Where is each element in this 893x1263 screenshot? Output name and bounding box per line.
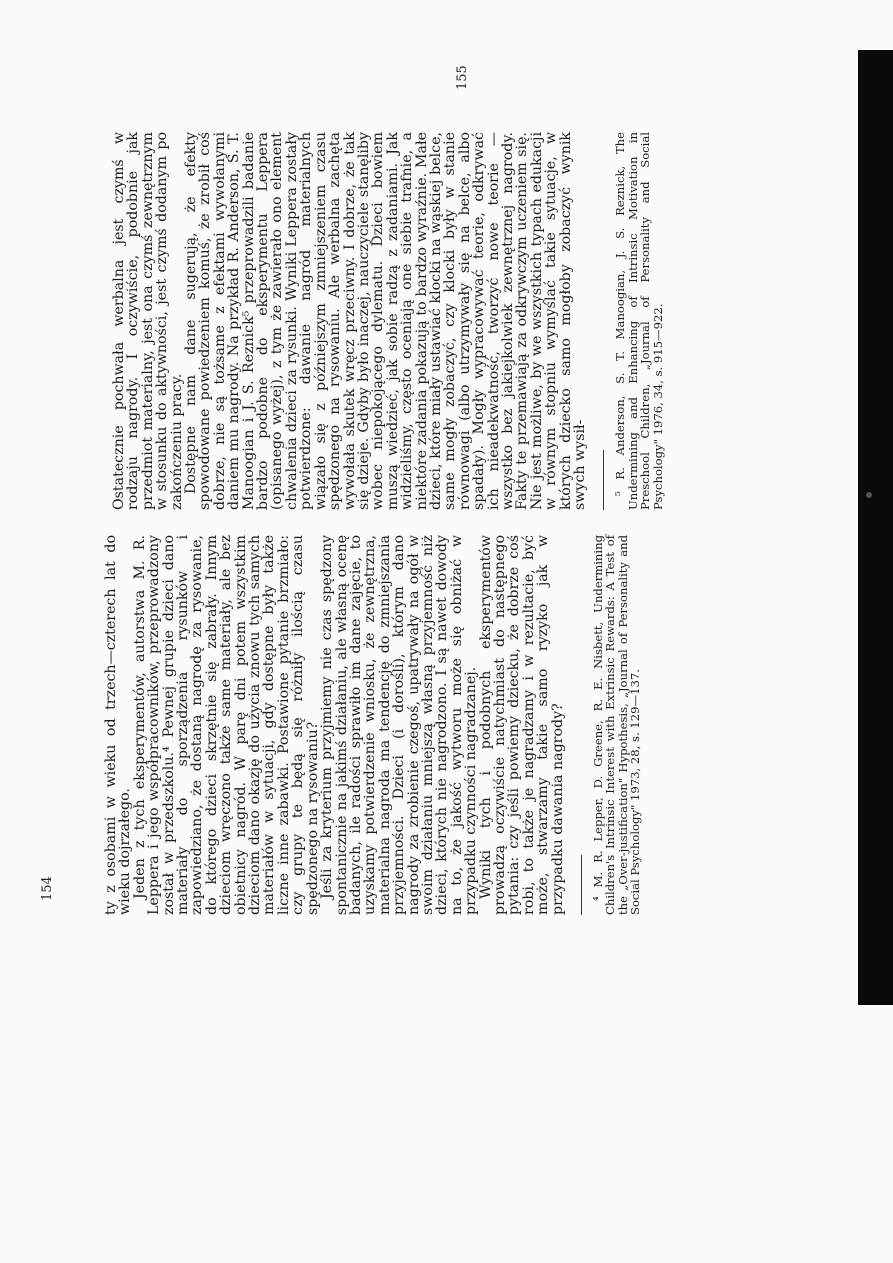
paragraph: Wyniki tych i podobnych eksperymentów prowadzą oczywiście natychmiast do następnego pytania: czy jeśli powiemy dziecku, że dobrze coś robi, to także je nagradzamy i w rezultacie, być może, stwarzamy takie samo ryzyko jak w przypadku dawania nagrody? xyxy=(477,535,566,915)
page-number-left: 154 xyxy=(40,876,55,901)
paragraph: Jeden z tych eksperymentów, autorstwa M. R. Leppera i jego współpracowników, przeprowadzony został w przedszkolu.⁴ Pewnej grupie dzieci dano materiały do sporządzenia rysunków i zapowiedziano, że dostaną nagrodę za rysowanie, do którego dzieci skrzętnie się zabrały. Innym dzieciom wręczono także same materiały, ale bez obietnicy nagród. W parę dni potem wszystkim dzieciom dano okazję do użycia znowu tych samych materiałów w sytuacji, gdy dostępne były także liczne inne zabawki. Postawione pytanie brzmiało: czy grupy te będą się różniły ilością czasu spędzonego na rysowaniu? xyxy=(131,535,321,915)
paragraph: Dostępne nam dane sugerują, że efekty spowodowane powiedzeniem komuś, że zrobił coś dobrze, nie są tożsame z efektami wywołanymi daniem mu nagrody. Na przykład R. Anderson, S. T. Manoogian i J. S. Reznick⁵ przeprowadzili badanie bardzo podobne do eksperymentu Leppera (opisanego wyżej), z tym że zawierało ono element chwalenia dzieci za rysunki. Wyniki Leppera zostały potwierdzone: dawanie nagród materialnych wiązało się z późniejszym zmniejszeniem czasu spędzonego na rysowaniu. Ale werbalna zachęta wywołała skutek wręcz przeciwny. I dobrze, że tak się dzieje. Gdyby było inaczej, nauczyciele stanęliby wobec niepokojącego dylematu. Dzieci bowiem muszą wiedzieć, jak sobie radzą z zadaniami. Jak widzieliśmy, często oceniają one siebie trafnie, a niektóre zadania pokazują to bardzo wyraźnie. Małe dzieci, które miały ustawiać klocki na wąskiej belce, same mogły zobaczyć, czy klocki były w stanie równowagi (albo utrzymywały się na belce, albo spadały). Mogły wypracowywać teorie, odkrywać ich nieadekwatność, tworzyć nowe teorie — wszystko bez jakiejkolwiek zewnętrznej nagrody. Fakty te przemawiają za odkrywczym uczeniem się. Nie jest możliwe, by we wszystkich typach edukacji w równym stopniu wymyślać takie sytuacje, w których dziecko samo mogłoby zobaczyć wynik swych wysił- xyxy=(183,132,588,510)
footnote-text: ⁴ M. R. Lepper, D. Greene, R. E. Nisbett, Undermining Children's Intrinsic Interest with Extrinsic Rewards: A Test of the „Over-justification" Hypothesis, „Journal of Personality and Social Psychology" 1973, 28, s. 129—137. xyxy=(591,535,643,915)
footnote-rule xyxy=(581,855,582,915)
paragraph: Ostatecznie pochwała werbalna jest czymś w rodzaju nagrody. I oczywiście, podobnie jak przedmiot materialny, jest ona czymś zewnętrznym w stosunku do aktywności, jest czymś dodanym po zakończeniu pracy. xyxy=(111,132,185,510)
footnote-rule xyxy=(603,450,604,510)
paragraph: Jeśli za kryterium przyjmiemy nie czas spędzony spontanicznie na jakimś działaniu, ale własną ocenę badanych, ile radości sprawiło im dane zajęcie, to uzyskamy potwierdzenie wniosku, że zewnętrzna, materialna nagroda ma tendencję do zmniejszania przyjemności. Dzieci (i dorośli), którym dano nagrody za zrobienie czegoś, upatrywały na ogół w swoim działaniu mniejszą własną przyjemność niż dzieci, których nie nagrodzono. I są nawet dowody na to, że jakość wytworu może się obniżać w przypadku czynności nagradzanej. xyxy=(319,535,480,915)
paragraph: ty z osobami w wieku od trzech—czterech lat do wieku dojrzałego. xyxy=(103,535,134,915)
page-number-right: 155 xyxy=(455,65,470,90)
footnote xyxy=(592,535,642,915)
left-page-text xyxy=(104,535,642,915)
right-page-text xyxy=(112,132,664,510)
rotated-page-spread xyxy=(0,10,893,1010)
footnote-text: ⁵ R. Anderson, S. T. Manoogian, J. S. Reznick, The Undermining and Enhancing of Intrinsic Motivation in Preschool Children, „Journal of Personality and Social Psychology" 1976, 34, s. 915—922. xyxy=(613,132,665,510)
footnote xyxy=(614,132,664,510)
